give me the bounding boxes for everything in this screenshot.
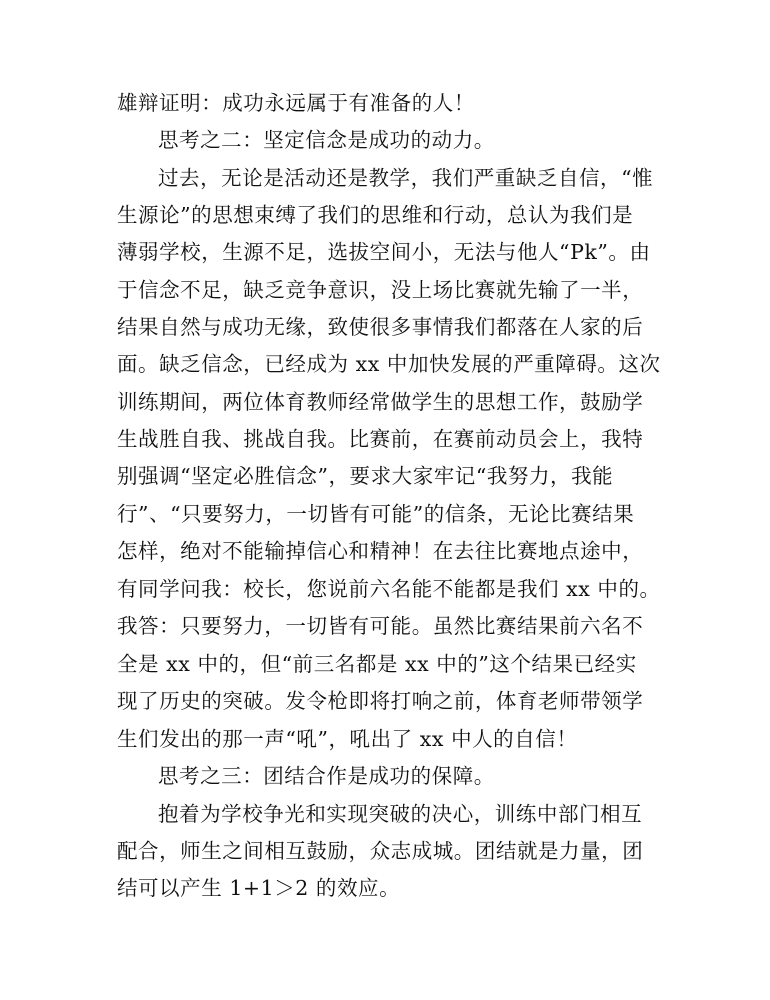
text-line: 怎样，绝对不能输掉信心和精神！在去往比赛地点途中， bbox=[117, 539, 644, 563]
text-line: 结果自然与成功无缘，致使很多事情我们都落在人家的后 bbox=[117, 315, 644, 339]
text-line: 训练期间，两位体育教师经常做学生的思想工作，鼓励学 bbox=[117, 390, 644, 414]
text-line: 结可以产生 1+1＞2 的效应。 bbox=[117, 876, 401, 900]
text-line: 有同学问我：校长，您说前六名能不能都是我们 xx 中的。 bbox=[117, 577, 661, 601]
text-line: 配合，师生之间相互鼓励，众志成城。团结就是力量，团 bbox=[117, 839, 644, 863]
text-line: 雄辩证明：成功永远属于有准备的人！ bbox=[117, 91, 475, 115]
text-line: 面。缺乏信念，已经成为 xx 中加快发展的严重障碍。这次 bbox=[117, 352, 661, 376]
text-line: 生源论”的思想束缚了我们的思维和行动，总认为我们是 bbox=[117, 203, 634, 227]
text-line: 全是 xx 中的，但“前三名都是 xx 中的”这个结果已经实 bbox=[117, 652, 637, 676]
text-line: 抱着为学校争光和实现突破的决心，训练中部门相互 bbox=[158, 802, 643, 826]
text-line: 生们发出的那一声“吼”，吼出了 xx 中人的自信！ bbox=[117, 727, 578, 751]
text-line: 现了历史的突破。发令枪即将打响之前，体育老师带领学 bbox=[117, 689, 644, 713]
text-line: 过去，无论是活动还是教学，我们严重缺乏自信，“惟 bbox=[158, 166, 654, 190]
text-line: 薄弱学校，生源不足，选拔空间小，无法与他人“Pk”。由 bbox=[117, 240, 651, 264]
section-heading: 思考之三：团结合作是成功的保障。 bbox=[158, 764, 495, 788]
text-line: 我答：只要努力，一切皆有可能。虽然比赛结果前六名不 bbox=[117, 614, 644, 638]
text-line: 别强调“坚定必胜信念”，要求大家牢记“我努力，我能 bbox=[117, 464, 614, 488]
text-line: 行”、“只要努力，一切皆有可能”的信条，无论比赛结果 bbox=[117, 502, 635, 526]
text-line: 于信念不足，缺乏竞争意识，没上场比赛就先输了一半， bbox=[117, 278, 644, 302]
text-line: 生战胜自我、挑战自我。比赛前，在赛前动员会上，我特 bbox=[117, 427, 644, 451]
section-heading: 思考之二：坚定信念是成功的动力。 bbox=[158, 128, 495, 152]
